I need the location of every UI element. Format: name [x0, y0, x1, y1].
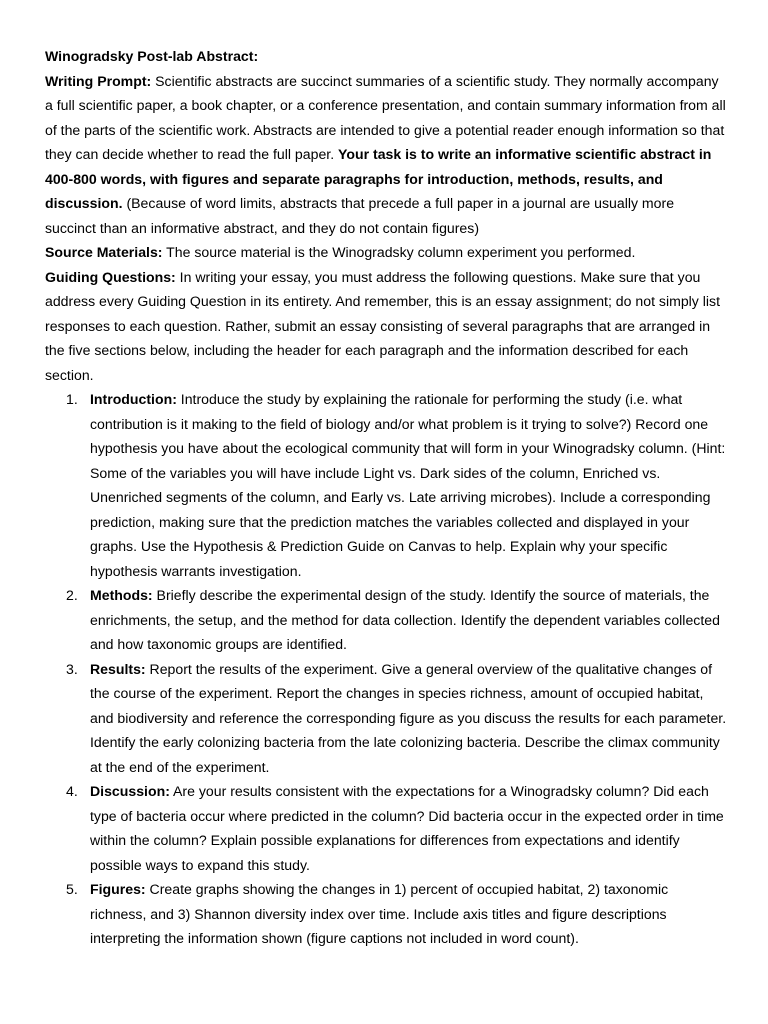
list-item [45, 657, 727, 780]
list-number: 4. [66, 783, 78, 799]
writing-prompt-label: Writing Prompt: [45, 72, 152, 89]
document-title: Winogradsky Post-lab Abstract: [45, 48, 259, 64]
guiding-questions-paragraph [45, 265, 727, 388]
list-item-text: Report the results of the experiment. Give a general overview of the qualitative changes of the course of the experiment. Report the changes in species richness, amount of occupied habitat, and biodiversity and reference the corresponding figure as you discuss the results for each parameter. Identify the early colonizing bacteria from the late colonizing bacteria. Describe the climax community at the end of the experiment. [90, 660, 727, 775]
list-number: 1. [66, 391, 78, 407]
list-item [45, 387, 727, 583]
list-item-label: Discussion: [90, 783, 170, 799]
list-item [45, 779, 727, 877]
list-item-label: Methods: [90, 587, 153, 603]
list-item-label: Introduction: [90, 391, 177, 407]
list-number: 2. [66, 587, 78, 603]
guiding-questions-label: Guiding Questions: [45, 268, 176, 285]
source-materials-text: The source material is the Winogradsky column experiment you performed. [162, 244, 636, 260]
writing-prompt-paragraph [45, 69, 727, 241]
list-item-label: Results: [90, 660, 146, 677]
list-item-text: Create graphs showing the changes in 1) percent of occupied habitat, 2) taxonomic richness, and 3) Shannon diversity index over time. Include axis titles and figure descriptions interpreting the information shown (figure captions not included in word count). [90, 881, 669, 946]
writing-prompt-text: Scientific abstracts are succinct summaries of a scientific study. They normally accompany a full scientific paper, a book chapter, or a conference presentation, and contain summary information from all of the parts of the scientific work. Abstracts are intended to give a potential reader enough information so that they can decide whether to read the full paper. [45, 72, 726, 162]
list-item [45, 583, 727, 657]
list-item [45, 877, 727, 951]
writing-prompt-task: Your task is to write an informative scientific abstract in 400-800 words, with figures and separate paragraphs for introduction, methods, results, and discussion. [45, 146, 712, 211]
section-list [45, 387, 727, 951]
source-materials-label: Source Materials: [45, 244, 163, 260]
writing-prompt-note: (Because of word limits, abstracts that precede a full paper in a journal are usually more succinct than an informative abstract, and they do not contain figures) [45, 195, 675, 236]
list-item-text: Are your results consistent with the expectations for a Winogradsky column? Did each type of bacteria occur where predicted in the column? Did bacteria occur in the expected order in time within the column? Explain possible explanations for differences from expectations and identify possible ways to expand this study. [90, 783, 724, 873]
list-number: 5. [66, 881, 78, 897]
list-item-text: Briefly describe the experimental design of the study. Identify the source of materials, the enrichments, the setup, and the method for data collection. Identify the dependent variables collected and how taxonomic groups are identified. [90, 587, 720, 652]
list-number: 3. [66, 660, 78, 677]
document-page [45, 44, 727, 951]
list-item-label: Figures: [90, 881, 146, 897]
list-item-text: Introduce the study by explaining the rationale for performing the study (i.e. what contribution is it making to the field of biology and/or what problem is it trying to solve?) Record one hypothesis you have about the ecological community that will form in your Winogradsky column. (Hint: Some of the variables you will have include Light vs. Dark sides of the column, Enriched vs. Unenriched segments of the column, and Early vs. Late arriving microbes). Include a corresponding prediction, making sure that the prediction matches the variables collected and displayed in your graphs. Use the Hypothesis & Prediction Guide on Canvas to help. Explain why your specific hypothesis warrants investigation. [90, 391, 726, 579]
source-materials-paragraph [45, 240, 727, 265]
guiding-questions-text: In writing your essay, you must address the following questions. Make sure that you address every Guiding Question in its entirety. And remember, this is an essay assignment; do not simply list responses to each question. Rather, submit an essay consisting of several paragraphs that are arranged in the five sections below, including the header for each paragraph and the information described for each section. [45, 268, 720, 383]
